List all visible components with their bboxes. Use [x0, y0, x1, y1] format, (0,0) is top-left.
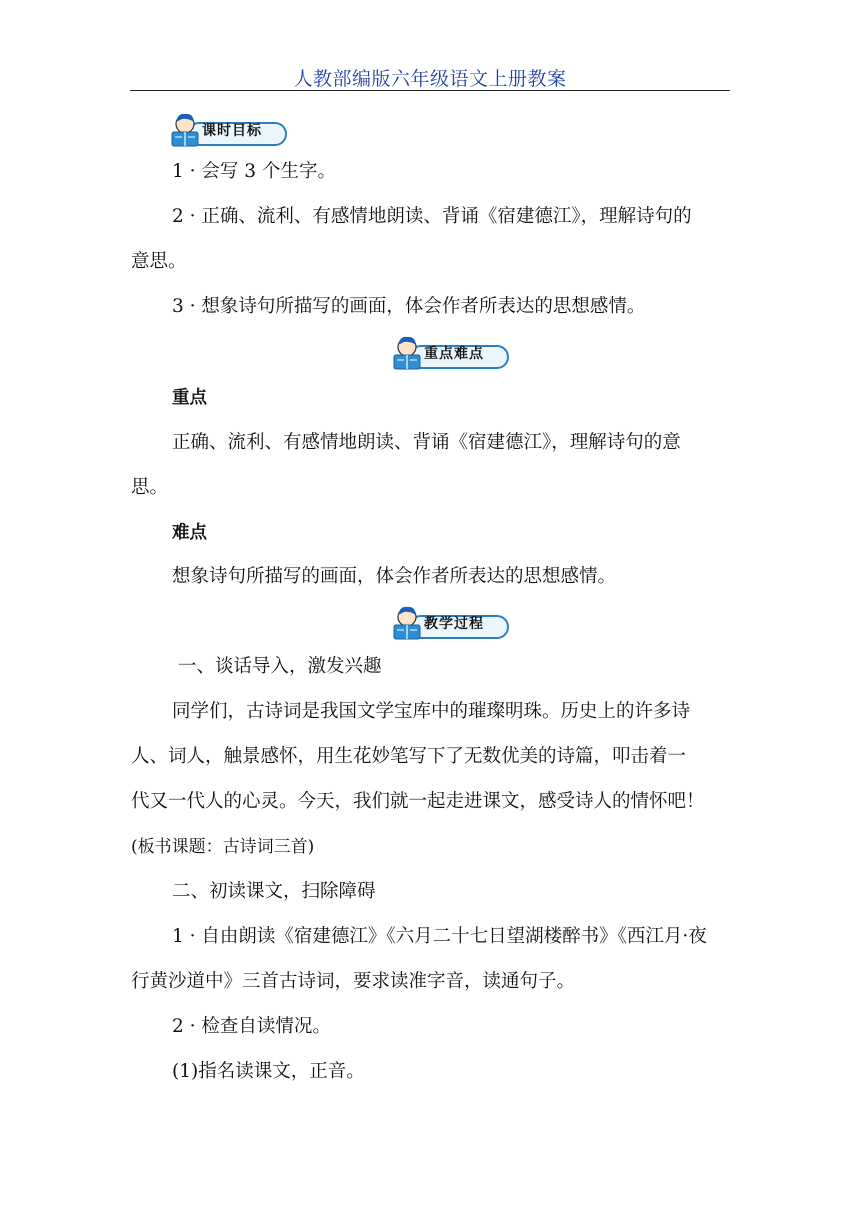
section-1-paragraph-line-1: 同学们，古诗词是我国文学宝库中的璀璨明珠。历史上的许多诗	[172, 701, 691, 722]
key-line-1: 正确、流利、有感情地朗读、背诵《宿建德江》，理解诗句的意	[172, 432, 681, 453]
section-2-item-1-line-2: 行黄沙道中》三首古诗词，要求读准字音，读通句子。	[131, 971, 576, 992]
keypoints-badge-label: 重点难点	[424, 346, 484, 362]
objective-item-2-line-2: 意思。	[131, 251, 187, 272]
objectives-badge-label: 课时目标	[202, 123, 262, 139]
page-header-title: 人教部编版六年级语文上册教案	[293, 68, 567, 90]
objective-item-1: 1 · 会写 3 个生字。	[172, 161, 336, 182]
keypoints-badge	[390, 333, 510, 373]
key-line-2: 思。	[131, 477, 169, 498]
process-badge-label: 教学过程	[424, 616, 484, 632]
difficult-line-1: 想象诗句所描写的画面，体会作者所表达的思想感情。	[172, 566, 617, 587]
board-title-note: (板书课题：古诗词三首)	[131, 837, 315, 857]
key-heading: 重点	[172, 388, 207, 408]
objective-item-2-line-1: 2 · 正确、流利、有感情地朗读、背诵《宿建德江》，理解诗句的	[172, 206, 692, 227]
section-2-item-2-sub-1: (1)指名读课文，正音。	[172, 1061, 365, 1082]
objectives-badge	[168, 110, 288, 150]
section-1-paragraph-line-2: 人、词人，触景感怀，用生花妙笔写下了无数优美的诗篇，叩击着一	[131, 746, 687, 767]
section-1-heading: 一、谈话导入，激发兴趣	[178, 656, 382, 677]
difficult-heading: 难点	[172, 523, 207, 543]
header-divider	[130, 90, 730, 91]
section-1-paragraph-line-3: 代又一代人的心灵。今天，我们就一起走进课文，感受诗人的情怀吧！	[131, 791, 705, 812]
objective-item-3: 3 · 想象诗句所描写的画面，体会作者所表达的思想感情。	[172, 296, 646, 317]
section-2-item-1-line-1: 1 · 自由朗读《宿建德江》《六月二十七日望湖楼醉书》《西江月·夜	[172, 926, 707, 947]
section-2-heading: 二、初读课文，扫除障碍	[172, 881, 376, 902]
section-2-item-2: 2 · 检查自读情况。	[172, 1016, 331, 1037]
process-badge	[390, 603, 510, 643]
